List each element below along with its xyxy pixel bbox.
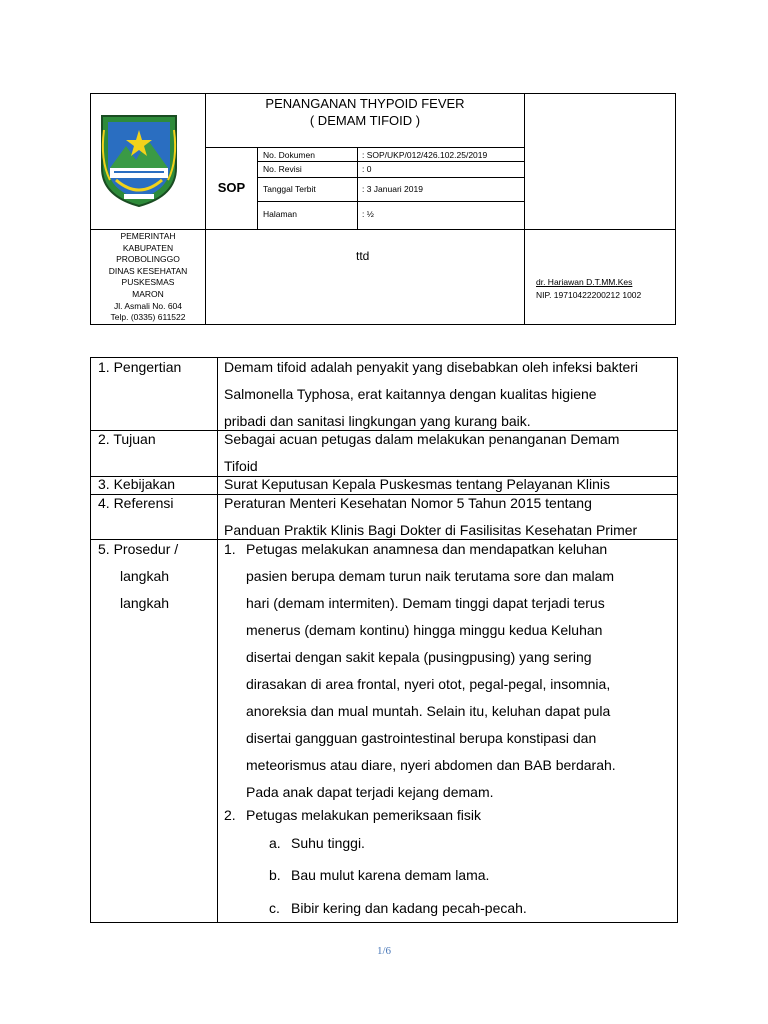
text-line: hari (demam intermiten). Demam tinggi dapat terjadi terus [246, 595, 605, 611]
sub-item-c-letter: c. [269, 900, 280, 916]
section-label-kebijakan: 3. Kebijakan [98, 476, 176, 492]
text-line: Sebagai acuan petugas dalam melakukan penanganan Demam [224, 431, 620, 447]
signature-ttd: ttd [356, 249, 370, 263]
section-label-tujuan: 2. Tujuan [98, 431, 156, 447]
field-label-no-revisi: No. Revisi [263, 164, 302, 174]
step-1-number: 1. [224, 541, 236, 557]
sub-item-a-text: Suhu tinggi. [291, 835, 365, 851]
text-line: menerus (demam kontinu) hingga minggu kedua Keluhan [246, 622, 603, 638]
text-line: Salmonella Typhosa, erat kaitannya dengan kualitas higiene [224, 386, 597, 402]
text-line: dirasakan di area frontal, nyeri otot, pegal-pegal, insomnia, [246, 676, 611, 692]
field-label-halaman: Halaman [263, 209, 298, 219]
org-line: Jl. Asmali No. 604 [113, 300, 183, 311]
text-line: disertai dengan sakit kepala (pusingpusing) yang sering [246, 649, 592, 665]
section-text-pengertian [224, 354, 638, 435]
org-line: PUSKESMAS [121, 277, 175, 288]
document-subtitle: ( DEMAM TIFOID ) [309, 113, 421, 128]
label-line: langkah [120, 595, 170, 611]
org-line: DINAS KESEHATAN [108, 265, 188, 276]
kabupaten-emblem-icon [96, 110, 182, 210]
org-line: PEMERINTAH [120, 231, 176, 241]
sop-label: SOP [217, 180, 246, 195]
field-value-halaman: : ½ [362, 209, 374, 219]
signer-name: dr. Hariawan D.T.MM.Kes [536, 277, 633, 287]
field-value-no-revisi: : 0 [362, 164, 372, 174]
sub-item-b-text: Bau mulut karena demam lama. [291, 867, 490, 883]
page-number: 1/6 [376, 945, 392, 957]
section-label-referensi: 4. Referensi [98, 495, 174, 511]
text-line: meteorismus atau diare, nyeri abdomen dan BAB berdarah. [246, 757, 616, 773]
organization-address [91, 231, 205, 324]
text-line: Tifoid [224, 458, 258, 474]
text-line: disertai gangguan gastrointestinal berupa konstipasi dan [246, 730, 597, 746]
field-label-no-dokumen: No. Dokumen [263, 150, 315, 160]
field-label-tanggal-terbit: Tanggal Terbit [263, 184, 316, 194]
section-label-pengertian: 1. Pengertian [98, 359, 182, 375]
step-2-text: Petugas melakukan pemeriksaan fisik [246, 807, 482, 823]
text-line: Pada anak dapat terjadi kejang demam. [246, 784, 494, 800]
sub-item-c-text: Bibir kering dan kadang pecah-pecah. [291, 900, 527, 916]
text-line: pribadi dan sanitasi lingkungan yang kurang baik. [224, 413, 531, 429]
sub-item-b-letter: b. [269, 867, 281, 883]
field-value-tanggal-terbit: : 3 Januari 2019 [362, 184, 423, 194]
label-line: langkah [120, 568, 170, 584]
step-1-text [246, 536, 616, 806]
section-text-kebijakan: Surat Keputusan Kepala Puskesmas tentang Pelayanan Klinis [224, 476, 611, 492]
text-line: anoreksia dan mual muntah. Selain itu, keluhan dapat pula [246, 703, 611, 719]
section-label-prosedur [98, 536, 178, 617]
org-line: MARON [132, 288, 164, 299]
text-line: Peraturan Menteri Kesehatan Nomor 5 Tahun 2015 tentang [224, 495, 592, 511]
field-value-no-dokumen: : SOP/UKP/012/426.102.25/2019 [362, 150, 488, 160]
signer-nip: NIP. 19710422200212 1002 [536, 290, 642, 300]
document-title: PENANGANAN THYPOID FEVER [265, 96, 465, 111]
sub-item-a-letter: a. [269, 835, 281, 851]
step-2-number: 2. [224, 807, 236, 823]
text-line: pasien berupa demam turun naik terutama sore dan malam [246, 568, 615, 584]
org-line: KABUPATEN [122, 242, 174, 253]
org-line: Telp. (0335) 611522 [110, 312, 186, 323]
text-line: Petugas melakukan anamnesa dan mendapatkan keluhan [246, 541, 608, 557]
text-line: Panduan Praktik Klinis Bagi Dokter di Fasilisitas Kesehatan Primer [224, 522, 638, 538]
org-line: PROBOLINGGO [116, 254, 180, 265]
text-line: Demam tifoid adalah penyakit yang disebabkan oleh infeksi bakteri [224, 359, 639, 375]
label-line: 5. Prosedur / [98, 541, 179, 557]
